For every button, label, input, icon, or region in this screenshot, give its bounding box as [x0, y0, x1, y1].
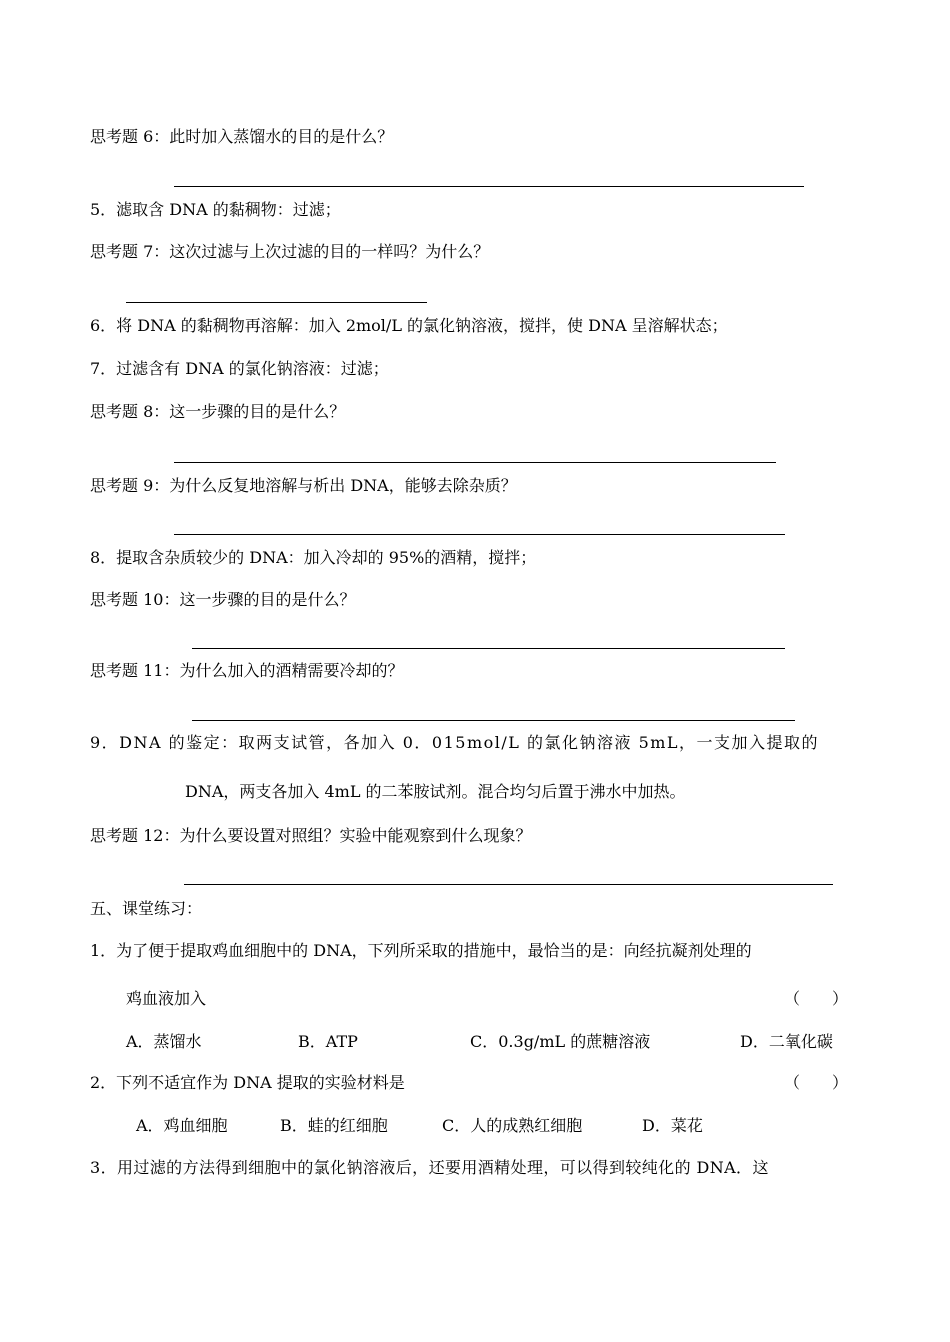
practice-1-option-d[interactable]: D．二氧化碳 [740, 1032, 833, 1051]
answer-line-9[interactable] [174, 534, 785, 535]
practice-1-line-2: 鸡血液加入 [126, 989, 207, 1008]
step-9-line-1: 9．DNA 的鉴定：取两支试管，各加入 0．015mol/L 的氯化钠溶液 5mL，一支加入提取的 [90, 733, 820, 752]
practice-2-answer-blank[interactable]: （ ） [784, 1073, 849, 1092]
question-11: 思考题 11：为什么加入的酒精需要冷却的？ [90, 661, 404, 680]
practice-2-option-c[interactable]: C．人的成熟红细胞 [442, 1116, 583, 1135]
question-7: 思考题 7：这次过滤与上次过滤的目的一样吗？为什么？ [90, 242, 490, 261]
practice-1-option-b[interactable]: B．ATP [298, 1032, 358, 1051]
section-5-heading: 五、课堂练习： [90, 899, 203, 918]
practice-3: 3．用过滤的方法得到细胞中的氯化钠溶液后，还要用酒精处理，可以得到较纯化的 DNA．这 [90, 1158, 769, 1177]
answer-line-11[interactable] [192, 720, 795, 721]
question-6: 思考题 6：此时加入蒸馏水的目的是什么？ [90, 127, 394, 146]
step-5: 5．滤取含 DNA 的黏稠物：过滤； [90, 200, 341, 219]
answer-line-12[interactable] [184, 884, 833, 885]
question-12: 思考题 12：为什么要设置对照组？实验中能观察到什么现象？ [90, 826, 532, 845]
answer-line-8[interactable] [174, 462, 776, 463]
question-10: 思考题 10：这一步骤的目的是什么？ [90, 590, 356, 609]
answer-line-10[interactable] [192, 648, 785, 649]
step-9-line-2: DNA，两支各加入 4mL 的二苯胺试剂。混合均匀后置于沸水中加热。 [185, 782, 686, 801]
step-6: 6．将 DNA 的黏稠物再溶解：加入 2mol/L 的氯化钠溶液，搅拌，使 DNA 呈溶解状态； [90, 316, 728, 335]
question-9: 思考题 9：为什么反复地溶解与析出 DNA，能够去除杂质？ [90, 476, 517, 495]
practice-2: 2．下列不适宜作为 DNA 提取的实验材料是 [90, 1073, 405, 1092]
step-7: 7．过滤含有 DNA 的氯化钠溶液：过滤； [90, 359, 389, 378]
answer-line-6[interactable] [174, 186, 804, 187]
practice-1-option-c[interactable]: C．0.3g/mL 的蔗糖溶液 [470, 1032, 651, 1051]
practice-1-option-a[interactable]: A．蒸馏水 [126, 1032, 202, 1051]
question-8: 思考题 8：这一步骤的目的是什么？ [90, 402, 346, 421]
answer-line-7[interactable] [126, 302, 427, 303]
practice-2-option-d[interactable]: D．菜花 [642, 1116, 703, 1135]
practice-2-option-a[interactable]: A．鸡血细胞 [136, 1116, 228, 1135]
step-8: 8．提取含杂质较少的 DNA：加入冷却的 95%的酒精，搅拌； [90, 548, 537, 567]
practice-2-option-b[interactable]: B．蛙的红细胞 [280, 1116, 388, 1135]
practice-1-line-1: 1．为了便于提取鸡血细胞中的 DNA，下列所采取的措施中，最恰当的是：向经抗凝剂处理的 [90, 941, 752, 960]
practice-1-answer-blank[interactable]: （ ） [784, 989, 849, 1008]
